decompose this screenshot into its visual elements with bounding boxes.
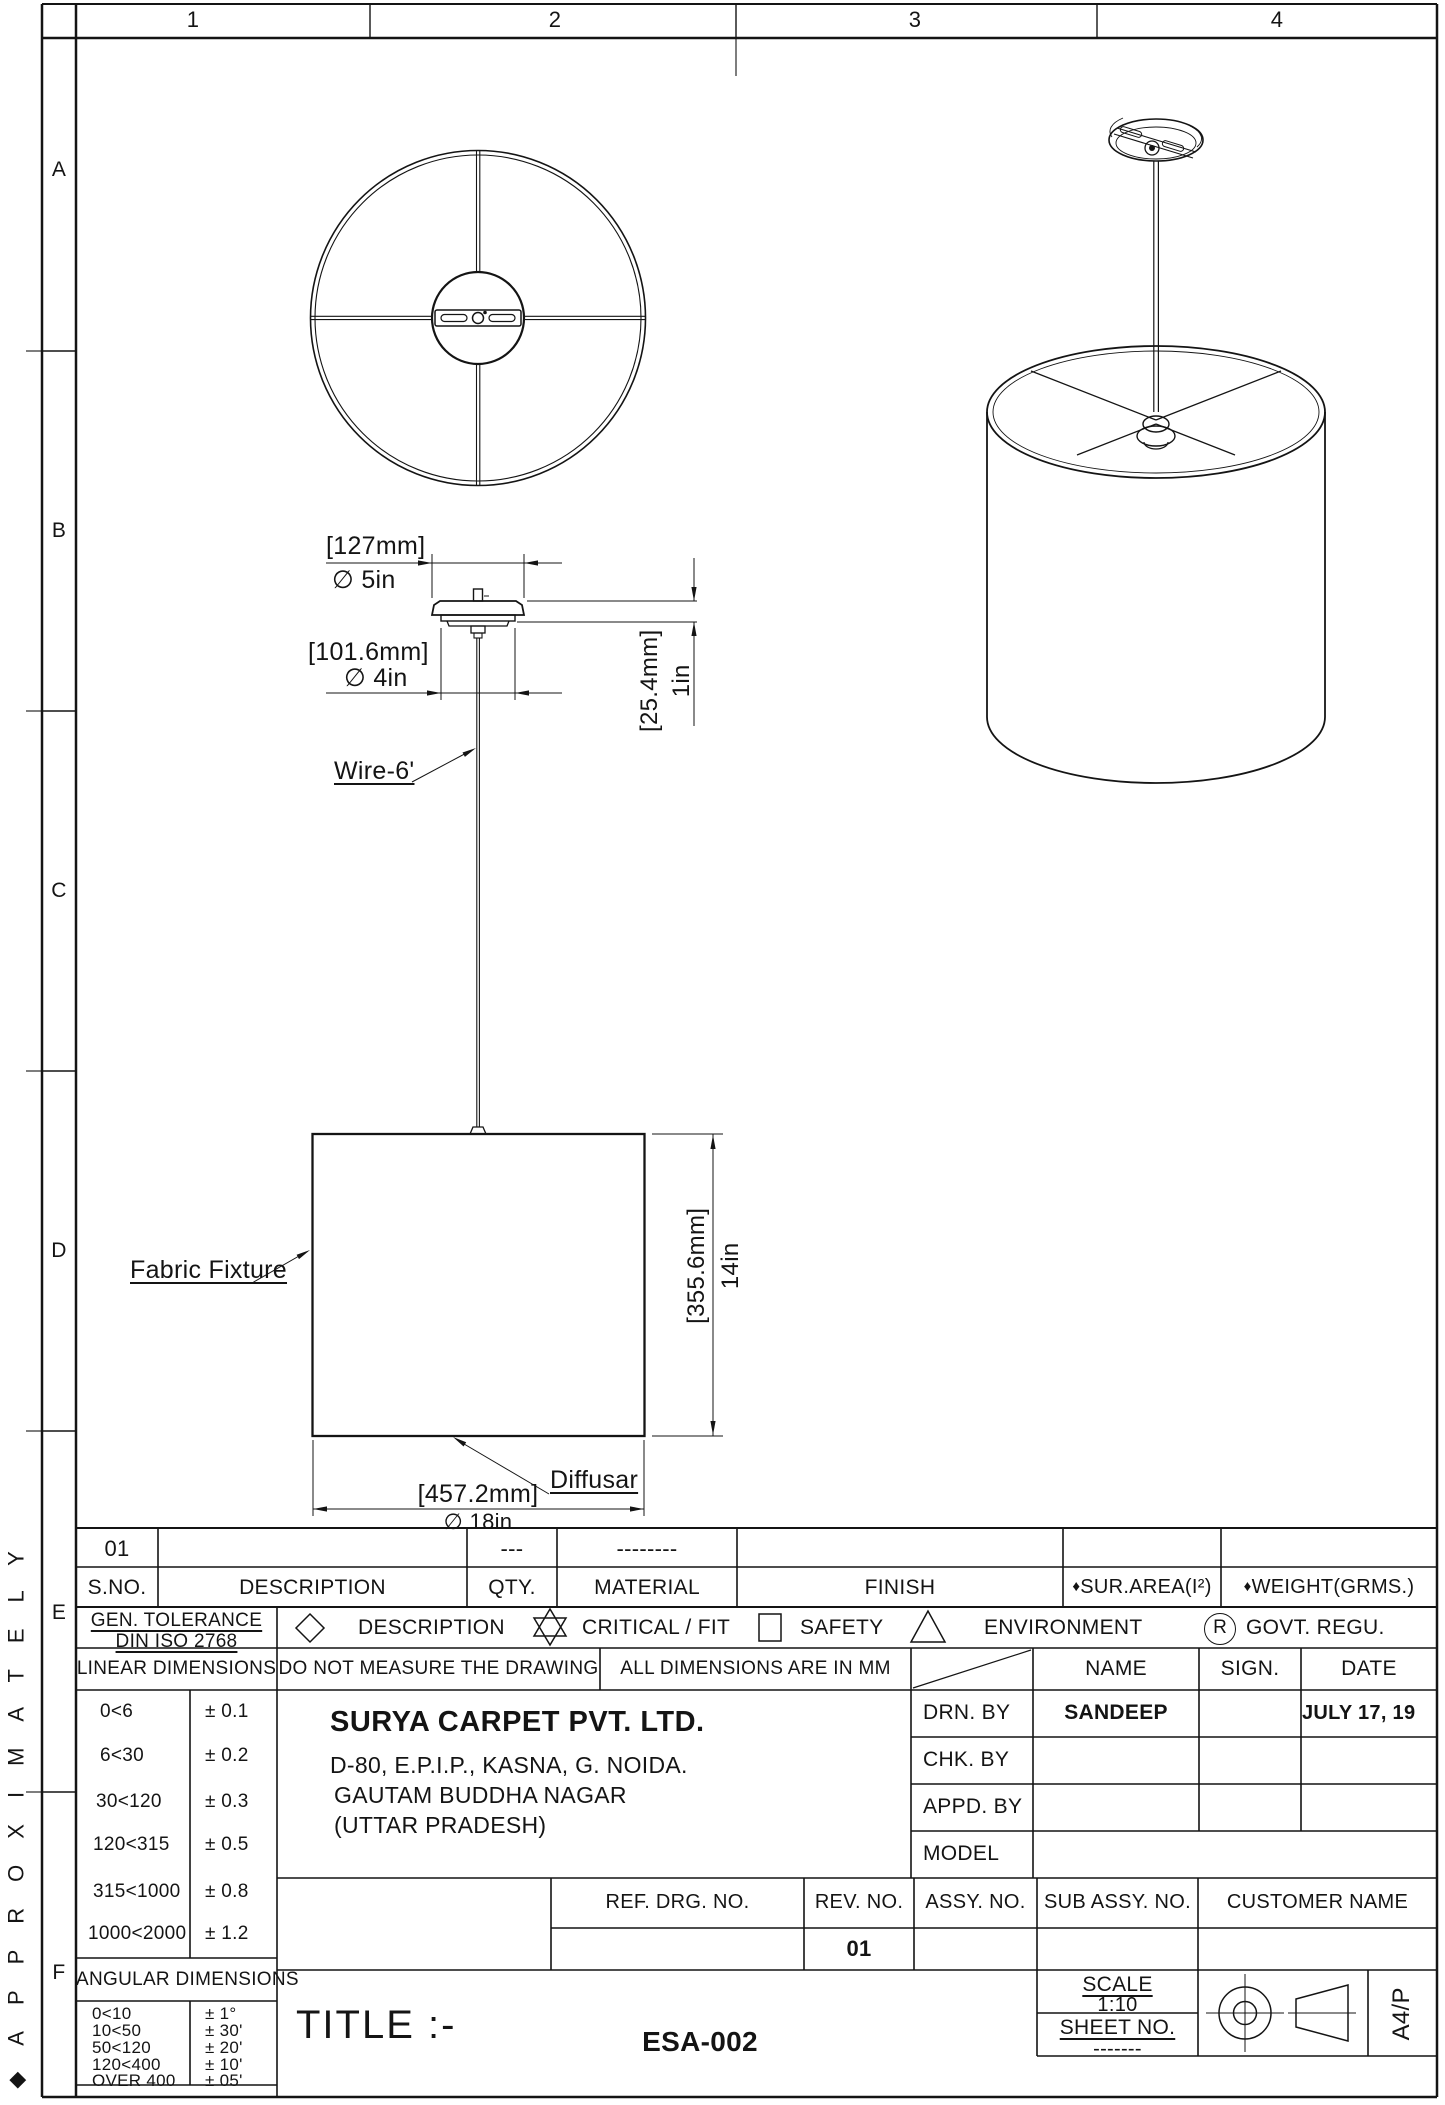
title-label: TITLE :- (296, 2003, 457, 2047)
sub-assy-label: SUB ASSY. NO. (1044, 1891, 1191, 1913)
sheet-no-value: ------- (1093, 2038, 1142, 2060)
bom-qty-value: --- (500, 1536, 524, 1561)
zone-row-e: E (51, 1601, 67, 1624)
rev-no-value: 01 (846, 1936, 872, 1961)
zone-row-c: C (51, 879, 67, 902)
lin-tol-2: ± 0.3 (205, 1791, 249, 1812)
ang-tol-1: ± 30' (205, 2021, 243, 2040)
din-iso-label: DIN ISO 2768 (115, 1631, 238, 1652)
lin-range-0: 0<6 (100, 1701, 134, 1722)
angular-dims-title: ANGULAR DIMENSIONS (76, 1969, 299, 1990)
dim-canopy-in: ∅ 5in (332, 566, 396, 594)
fabric-fixture-label: Fabric Fixture (130, 1256, 288, 1284)
lin-tol-3: ± 0.5 (205, 1834, 249, 1855)
dim-shade-d-mm: [457.2mm] (417, 1480, 539, 1508)
bom-header-material: MATERIAL (594, 1576, 700, 1599)
dim-canopy-mm: [127mm] (326, 532, 426, 560)
margin-note (3, 1369, 28, 2089)
approval-drn-name: SANDEEP (1064, 1701, 1168, 1724)
diamond-icon: ♦ (1072, 1578, 1081, 1595)
header-sign: SIGN. (1220, 1657, 1280, 1680)
top-view (311, 151, 646, 486)
diamond-icon: ♦ (1243, 1578, 1252, 1595)
assy-no-label: ASSY. NO. (925, 1891, 1026, 1913)
approval-drn-label: DRN. BY (923, 1701, 1011, 1724)
company-address-2: GAUTAM BUDDHA NAGAR (334, 1782, 627, 1808)
note-units: ALL DIMENSIONS ARE IN MM (620, 1658, 891, 1679)
dim-shade-h-mm: [355.6mm] (683, 1207, 711, 1324)
bom-header-description: DESCRIPTION (239, 1576, 386, 1599)
zone-col-1: 1 (186, 7, 200, 32)
lin-tol-0: ± 0.1 (205, 1701, 249, 1722)
zone-row-a: A (51, 158, 67, 181)
wire-label: Wire-6' (334, 757, 415, 785)
dim-shade-d-in: ∅ 18in (443, 1509, 513, 1534)
ang-range-4: OVER 400 (92, 2071, 176, 2090)
gen-tolerance-label: GEN. TOLERANCE (90, 1610, 263, 1631)
zone-col-3: 3 (908, 7, 922, 32)
triangle-icon (911, 1611, 945, 1642)
ang-range-2: 50<120 (92, 2038, 152, 2057)
ang-tol-2: ± 20' (205, 2038, 243, 2057)
sheet-no-label: SHEET NO. (1059, 2016, 1176, 2039)
lin-tol-5: ± 1.2 (205, 1923, 249, 1944)
lin-range-3: 120<315 (93, 1834, 170, 1855)
compliance-description: DESCRIPTION (358, 1616, 505, 1639)
approval-appd-label: APPD. BY (923, 1795, 1023, 1818)
ang-tol-0: ± 1° (205, 2004, 237, 2023)
approval-drn-date: JULY 17, 19 (1302, 1702, 1416, 1724)
ref-drg-label: REF. DRG. NO. (605, 1891, 750, 1913)
approval-model-label: MODEL (923, 1842, 1000, 1865)
dim-shade-h-in: 14in (717, 1242, 745, 1290)
bom-header-sno: S.NO. (87, 1576, 147, 1599)
dim-height-mm: [25.4mm] (636, 629, 664, 733)
company-name: SURYA CARPET PVT. LTD. (330, 1706, 705, 1738)
header-date: DATE (1341, 1657, 1397, 1680)
side-view (313, 589, 645, 1436)
bom-header-finish: FINISH (864, 1576, 936, 1599)
paper-size-label: A4/P (1388, 1987, 1416, 2041)
dim-lip-in: ∅ 4in (344, 664, 408, 692)
ang-range-3: 120<400 (92, 2055, 161, 2074)
star-icon (534, 1609, 566, 1636)
bom-sno-value: 01 (104, 1536, 130, 1561)
sur-area-label: SUR.AREA(I²) (1080, 1576, 1212, 1598)
lin-tol-4: ± 0.8 (205, 1881, 249, 1902)
lin-range-4: 315<1000 (93, 1881, 181, 1902)
lin-tol-1: ± 0.2 (205, 1745, 249, 1766)
square-icon (759, 1614, 781, 1641)
ang-tol-3: ± 10' (205, 2055, 243, 2074)
linear-dims-title: LINEAR DIMENSIONS (76, 1658, 277, 1679)
compliance-critical: CRITICAL / FIT (582, 1616, 731, 1639)
bom-header-weight (1221, 1576, 1437, 1599)
bom-material-value: -------- (616, 1536, 678, 1561)
zone-row-d: D (51, 1239, 67, 1262)
rev-no-label: REV. NO. (814, 1891, 904, 1913)
scale-label: SCALE (1082, 1973, 1153, 1996)
zone-col-4: 4 (1270, 7, 1284, 32)
lin-range-5: 1000<2000 (88, 1923, 187, 1944)
projection-symbol (1206, 1974, 1356, 2052)
title-value: ESA-002 (642, 2026, 758, 2057)
compliance-govt: GOVT. REGU. (1246, 1616, 1385, 1639)
r-circle-icon: R (1204, 1613, 1236, 1645)
lin-range-1: 6<30 (100, 1745, 144, 1766)
ang-range-1: 10<50 (92, 2021, 142, 2040)
scale-value: 1:10 (1097, 1994, 1138, 2016)
iso-view (987, 118, 1325, 783)
header-name: NAME (1085, 1657, 1147, 1680)
note-measure: DO NOT MEASURE THE DRAWING (278, 1658, 599, 1679)
customer-name-label: CUSTOMER NAME (1226, 1891, 1409, 1913)
ang-range-0: 0<10 (92, 2004, 132, 2023)
bom-header-qty: QTY. (488, 1576, 536, 1599)
diffuser-label: Diffusar (550, 1466, 639, 1494)
company-address-1: D-80, E.P.I.P., KASNA, G. NOIDA. (330, 1752, 688, 1778)
diamond-icon: ◆ (3, 2045, 29, 2089)
company-address-3: (UTTAR PRADESH) (334, 1812, 547, 1838)
ang-tol-4: ± 05' (205, 2071, 243, 2090)
lin-range-2: 30<120 (96, 1791, 162, 1812)
dim-height-in: 1in (668, 664, 696, 698)
zone-row-f: F (52, 1961, 66, 1984)
approval-chk-label: CHK. BY (923, 1748, 1010, 1771)
compliance-environment: ENVIRONMENT (984, 1616, 1143, 1639)
diamond-outline-icon (296, 1614, 324, 1642)
dim-lip-mm: [101.6mm] (308, 638, 429, 666)
weight-label: WEIGHT(GRMS.) (1251, 1576, 1415, 1598)
zone-col-2: 2 (548, 7, 562, 32)
compliance-safety: SAFETY (800, 1616, 884, 1639)
frame (26, 4, 1437, 2097)
zone-row-b: B (51, 519, 67, 542)
bom-header-sur-area (1063, 1576, 1221, 1599)
margin-note-text: APPROXIMATELY (3, 1525, 29, 2046)
